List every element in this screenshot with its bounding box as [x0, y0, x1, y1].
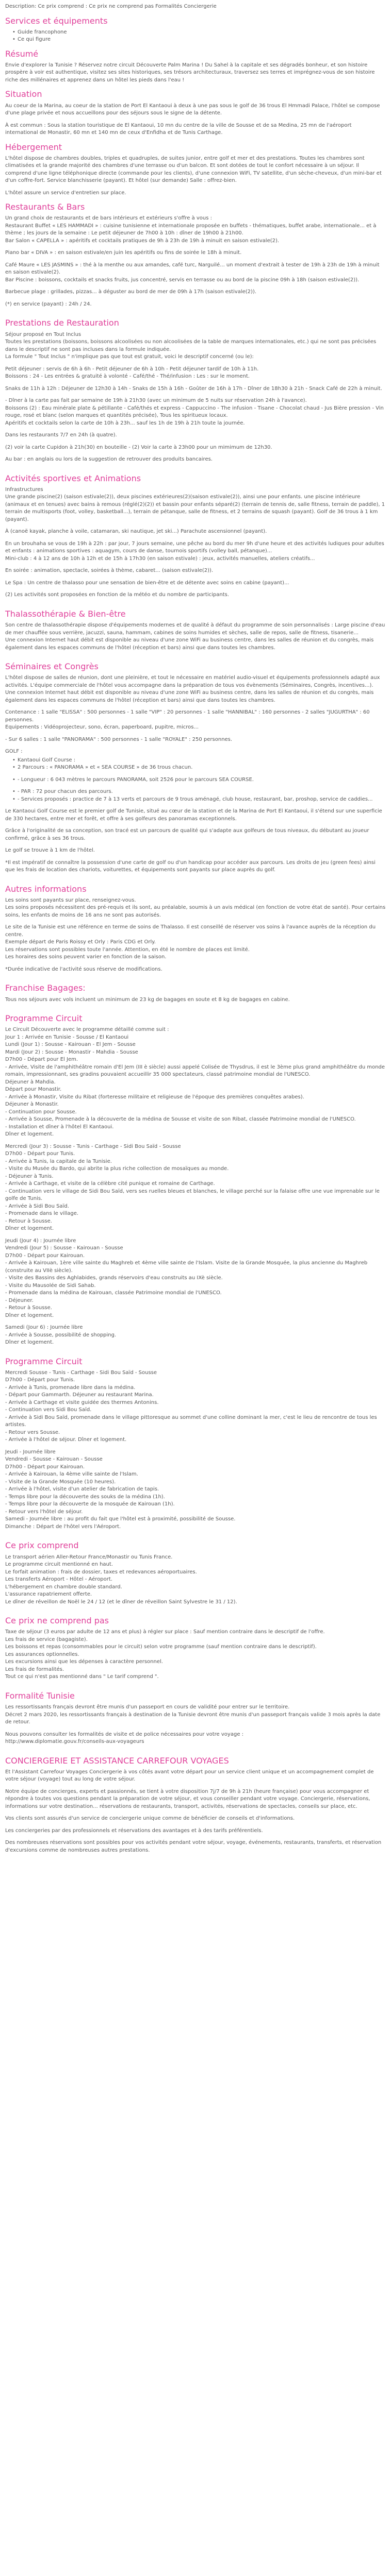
text-line: Mardi (Jour 2) : Sousse - Monastir - Mahdia - Sousse	[5, 1049, 138, 1055]
list-item: • Guide francophone	[12, 29, 386, 37]
text-line: - Arrivée à Sousse, possibilité de shopping.	[5, 1332, 117, 1338]
text-line: Mini-club : 4 à 12 ans de 10h à 12h et de 15h à 17h30 (en saison estivale) : jeux, activités manuelles, ateliers créatifs...	[5, 555, 315, 562]
block-end-gap	[5, 308, 386, 313]
header-line: Description: Ce prix comprend : Ce prix ne comprend pas Formalités Conciergerie	[5, 4, 217, 9]
text-line: Samedi - Journée libre : au profit du fait que l'hôtel est à proximité, possibilité de Sousse.	[5, 1516, 236, 1522]
list-item: • 2 Parcours : « PANORAMA » et « SEA COURSE » de 36 trous chacun.	[12, 764, 386, 772]
text-line: - Visite du Musée du Bardo, qui abrite la plus riche collection de mosaïques au monde.	[5, 1166, 229, 1172]
text-line: Vendredi - Sousse - Kairouan - Sousse	[5, 1456, 103, 1463]
text-line: Boissons (2) : Eau minérale plate & pétillante - Café/thés et express - Cappuccino - The infusion - Tisane - Chocolat chaud - Jus Bière pression - Vin rouge, rosé et blanc (selon marques et quantités précisée), Tous les spiritueux locaux.	[5, 405, 384, 419]
paragraph-gap	[5, 1726, 386, 1731]
programme1-block	[5, 1026, 386, 1351]
text-line: Le dîner de réveillon de Noël le 24 / 12 (et le dîner de réveillon Saint Sylvestre le 31 / 12).	[5, 1599, 237, 1605]
text-line: Snaks de 11h à 12h : Déjeuner de 12h30 à 14h - Snaks de 15h à 16h - Goûter de 16h à 17h - Dîner de 18h30 à 21h - Snack Café de 22h à minuit.	[5, 385, 382, 392]
paragraph-gap	[5, 439, 386, 444]
text-line: http://www.diplomatie.gouv.fr/conseils-aux-voyageurs	[5, 1739, 144, 1744]
prestations-title: Prestations de Restauration	[5, 318, 119, 328]
block-end-gap	[5, 464, 386, 468]
text-line: Les frais de service (bagagiste).	[5, 1636, 88, 1642]
paragraph-gap	[5, 1810, 386, 1815]
text-line: Des nombreuses réservations sont possibles pour vos activités pendant votre séjour, voyage, événements, restaurants, transferts, et réservation d'excursions comme de nombreuses autres prestations.	[5, 1840, 382, 1853]
list-item: • Ce qui figure	[12, 36, 386, 44]
text-line: La formule " Tout Inclus " n'implique pas que tout est gratuit, voici le descriptif concerné (ou le):	[5, 354, 254, 360]
paragraph-gap	[5, 1784, 386, 1788]
paragraph-gap	[5, 296, 386, 301]
text-line: Dîner et logement.	[5, 1340, 54, 1346]
text-line: - Retour vers Sousse.	[5, 1429, 60, 1435]
text-line: Déjeuner à Monastir.	[5, 1101, 59, 1108]
text-line: *Il est impératif de connaître la possession d'une carte de golf ou d'un handicap pour accéder aux parcours. Les droits de jeu (green fees) ainsi que les frais de location des chariots, voiturettes, et équipements sont payants sur place auprès du golf.	[5, 859, 376, 873]
text-line: Contenance : 1 salle "ELISSA" : 500 personnes - 1 salle "VIP" : 20 personnes - 1 salle "HANNIBAL" : 160 personnes - 2 salles "JUGURTHA" : 60 personnes.	[5, 709, 370, 723]
text-line: Dimanche : Départ de l'hôtel vers l'Aéroport.	[5, 1523, 121, 1530]
paragraph-gap	[5, 257, 386, 262]
formalites-title: Formalité Tunisie	[5, 1690, 75, 1701]
text-line: Départ pour Monastir.	[5, 1087, 62, 1093]
text-line: (2) voir la carte Cupidon à 21h(30) en bouteille - (2) Voir la carte à 23h00 pour un mimimum de 12h30.	[5, 444, 272, 450]
text-line: Les ressortissants français devront être munis d'un passeport en cours de validité pour entrer sur le territoire.	[5, 1704, 290, 1710]
text-line: - Retour à Sousse.	[5, 1305, 52, 1311]
text-line: Piano bar « DIVA » : en saison estivale/en juin les apéritifs ou fins de soirée le 18h à minuit.	[5, 250, 242, 256]
text-line: - Déjeuner.	[5, 1297, 34, 1303]
comprend-block	[5, 1554, 386, 1611]
services-list	[5, 29, 386, 44]
text-line: - Arrivée à Sidi Bou Saïd.	[5, 1203, 69, 1209]
prestations-block	[5, 331, 386, 468]
golf-extra-block	[5, 859, 386, 879]
text-line: Une connexion Internet haut débit est disponible au niveau d'une zone WiFi au business centre, dans les salles de réunion et du congrès, mais également dans les espaces communs de l'hôtel (réception et bars) ainsi que dans toutes les chambres.	[5, 690, 374, 703]
paragraph-gap	[5, 1823, 386, 1827]
text-line: Jeudi (Jour 4) : Journée libre	[5, 1238, 76, 1244]
text-line: Samedi (Jour 6) : Journée libre	[5, 1325, 83, 1331]
text-line: (2) Les activités sont proposées en fonction de la météo et du nombre de participants.	[5, 592, 230, 598]
text-line: L'assurance rapatriement offerte.	[5, 1591, 92, 1598]
text-line: - Déjeuner à Tunis.	[5, 1173, 54, 1179]
text-line: D7h00 - Départ pour Tunis.	[5, 1151, 75, 1157]
franchise-block	[5, 996, 386, 1009]
block-end-gap	[5, 1681, 386, 1686]
resume-paragraph: Envie d'explorer la Tunisie ? Réservez notre circuit Découverte Palm Marina ! Du Sahel à la capitale et ses dégradés bonheur, et son histoire prospère à voir est authentique, visitez ses sites historiques, ses trésors architecturaux, traversez ses terres et imprégnez-vous de son histoire riche des millénaires et apprenez dans un hôtel les pieds dans l'eau !	[5, 62, 375, 83]
text-line: - Dîner à la carte pas fait par semaine de 19h à 21h30 (avec un minimum de 5 nuits sur réservation 24h à l'avance).	[5, 398, 307, 404]
text-line: L'hôtel dispose de salles de réunion, dont une pleinière, et tout le nécessaire en matériel audio-visuel et équipements professionnels adapté aux activités. L'équipe commerciale de l'hôtel vous accompagne dans la préparation de tous vos évènements (Séminaires, Congrès, incentives...).	[5, 675, 380, 688]
block-end-gap	[5, 1854, 386, 1859]
text-line: Taxe de séjour (3 euros par adulte de 12 ans et plus) à régler sur place : Sauf mention contraire dans le descriptif de l'offre.	[5, 1629, 325, 1635]
text-line: Dîner et logement.	[5, 1226, 54, 1232]
paragraph-gap	[5, 1233, 386, 1238]
text-line: - Arrivée à Tunis, promenade libre dans la médina.	[5, 1384, 136, 1391]
text-line: Notre équipe de concierges, experts et passionnés, se tient à votre disposition 7j/7 de 9h à 21h (heure française) pour vous accompagner et répondre à toutes vos questions pendant la préparation de votre séjour, et vous conseiller pendant votre voyage. Conciergerie, réservations, informations sur votre destination... réservations de restaurants, transport, activités, réservations de spectacles, conseils sur place, etc.	[5, 1788, 370, 1809]
text-line: Toutes les prestations (boissons, boissons alcoolisées ou non alcoolisées de la table de marques internationales, etc.) qui ne sont pas précisées dans le descriptif ne sont pas incluses dans la formule indiquée.	[5, 339, 377, 352]
text-line: Les conciergeries par des professionnels et réservations des avantages et à des tarifs préférentiels.	[5, 1827, 263, 1834]
text-line: - Installation et dîner à l'hôtel El Kantaoui.	[5, 1124, 114, 1130]
text-line: Les horaires des soins peuvent varier en fonction de la saison.	[5, 954, 167, 960]
text-line: Une grande piscine(2) (saison estivale(2)), deux piscines extérieures(2)(saison estivale(2)), ainsi une pour enfants. une piscine intérieure (animaux et en tenues) avec bains à remous (réglé(2)(2)) et bassin pour enfants séparé(2) (terrain de tennis de, salle fitness, terrain de paddle), 1 terrain de multisports (foot, volley, basketball...), terrain de pétanque, salle de fitness, et 2 terrains de squash (payant). Golf de 36 trous à 1 km (payant).	[5, 494, 385, 522]
text-line: Le programme circuit mentionné en haut.	[5, 1562, 113, 1568]
block-end-gap	[5, 973, 386, 978]
block-end-gap	[5, 1746, 386, 1751]
block-end-gap	[5, 743, 386, 748]
text-line: D7h00 - Départ pour Kairouan.	[5, 1464, 85, 1470]
text-line: Dîner et logement.	[5, 1312, 54, 1318]
text-line: - Arrivée à Carthage, et visite de la célèbre cité punique et romaine de Carthage.	[5, 1181, 215, 1187]
text-line: - Départ pour Gammarth. Déjeuner au restaurant Marina.	[5, 1392, 154, 1398]
hebergement-paragraph: L'hôtel dispose de chambres doubles, triples et quadruples, de suites junior, entre golf et mer et des prestations. Toutes les chambres sont climatisées et la grande majorité des chambres d'une terrasse ou d'un balcon. Et sont dotées de tout le confort nécessaire à un séjour. Il comprend d'une ligne téléphonique directe (commande pour les clients), d'une connexion WiFi, TV satellite, d'un sèche-cheveux, d'un mini-bar et d'un coffre-fort. Service blanchisserie (payant). Et hôtel (sur demande) Salle : offrez-bien.	[5, 155, 382, 184]
text-line: - Arrivée à l'hôtel, visite d'un atelier de fabrication de tapis.	[5, 1486, 159, 1493]
paragraph-gap	[5, 536, 386, 540]
text-line: Le site de la Tunisie est une référence en terme de soins de Thalasso. Il est conseillé de réserver vos soins à l'avance auprès de la réception du centre.	[5, 924, 376, 938]
text-line: Et l'Assistant Carrefour Voyages Conciergerie à vos côtés avant votre départ pour un service client unique et un accompagnement complet de votre séjour (voyage) tout au long de votre séjour.	[5, 1769, 374, 1783]
activites-title: Activités sportives et Animations	[5, 473, 141, 483]
text-line: Mercredi Sousse - Tunis - Carthage - Sidi Bou Saïd - Sousse	[5, 1369, 157, 1376]
block-end-gap	[5, 599, 386, 604]
text-line: - Promenade dans la médina de Kairouan, classée Patrimoine mondial de l'UNESCO.	[5, 1290, 222, 1296]
text-line: Vendredi (Jour 5) : Sousse - Kairouan - Sousse	[5, 1245, 123, 1251]
text-line: Le Circuit Découverte avec le programme détaillé comme suit :	[5, 1027, 169, 1033]
text-line: - Arrivée à Monastir, Visite du Ribat (forteresse militaire et religieuse de l'époque des premières conquêtes arabes).	[5, 1094, 304, 1100]
paragraph-gap	[5, 1319, 386, 1324]
list-item: • - Services proposés : practice de 7 à 13 verts et parcours de 9 trous aménagé, club house, restaurant, bar, proshop, service de caddies...	[12, 796, 386, 804]
text-line: Au bar : en anglais ou lors de la suggestion de retrouver des produits bancaires.	[5, 456, 213, 463]
list-item: • - Longueur : 6 043 mètres le parcours PANORAMA, soit 2526 pour le parcours SEA COURSE.	[12, 776, 386, 784]
formalites-block	[5, 1704, 386, 1751]
conciergerie-block	[5, 1769, 386, 1859]
situation-title: Situation	[5, 89, 42, 99]
paragraph-gap	[12, 784, 386, 788]
text-line: Lundi (Jour 1) : Sousse - Kairouan - El Jem - Sousse	[5, 1042, 136, 1048]
hebergement-paragraph: L'hôtel assure un service d'entretien sur place.	[5, 190, 126, 196]
text-line: - Temps libre pour la découverte de la mosquée de Kairouan (1h).	[5, 1501, 175, 1507]
text-line: - Promenade dans le village.	[5, 1211, 79, 1217]
seminaires-title: Séminaires et Congrès	[5, 662, 99, 671]
text-line: - Visite des Bassins des Aghlabides, grands réservoirs d'eau construits au IXè siècle.	[5, 1275, 223, 1281]
text-line: - Arrivée à l'hôtel de séjour. Dîner et logement.	[5, 1437, 127, 1443]
block-end-gap	[5, 1347, 386, 1351]
ne-comprend-block	[5, 1629, 386, 1686]
text-line: L'hébergement en chambre double standard.	[5, 1584, 122, 1590]
activites-block	[5, 486, 386, 604]
text-line: - Arrivée, Visite de l'amphithéâtre romain d'El Jem (III è siècle) aussi appelé Colisée de Thysdrus, il est le 3ème plus grand amphithéâtre du monde romain, impressionnant, ses gradins pouvaient accueillir 35 000 spectateurs, classé patrimoine mondial de l'UNESCO.	[5, 1064, 385, 1078]
text-line: Barbecue plage : grillades, pizzas... à déguster au bord de mer de 09h à 17h (saison estivale(2)).	[5, 289, 257, 295]
text-line: En un brouhaha se vous de 19h à 22h : par jour, 7 jours semaine, une pêche au bord du mer 9h d'une heure et des activités ludiques pour adultes et enfants : animations sportives : aquagym, cours de danse, tournois sportifs (volley ball, pétanque)...	[5, 540, 384, 554]
text-line: Les soins proposés nécessitent des pré-requis et ils sont, au préalable, soumis à un avis médical (en fonction de votre état de santé). Pour certains soins, les enfants de moins de 16 ans ne sont pas autorisés.	[5, 905, 386, 918]
list-item: • Kantaoui Golf Course :	[12, 757, 386, 765]
text-line: En soirée : animation, spectacle, soirées à thème, cabaret... (saison estivale(2)).	[5, 568, 214, 574]
block-end-gap	[5, 1606, 386, 1611]
text-line: - Retour à Sousse.	[5, 1218, 52, 1224]
thalasso-block	[5, 622, 386, 656]
thalasso-title: Thalassothérapie & Bien-être	[5, 608, 126, 619]
text-line: Les assurances optionnelles.	[5, 1651, 79, 1657]
paragraph-gap	[5, 961, 386, 966]
services-title: Services et équipements	[5, 15, 108, 26]
paragraph-gap	[5, 919, 386, 924]
paragraph-gap	[5, 563, 386, 567]
restaurants-title: Restaurants & Bars	[5, 202, 85, 212]
paragraph-gap	[5, 427, 386, 432]
text-line: Les transferts Aéroport - Hôtel - Aéroport.	[5, 1577, 112, 1583]
paragraph-gap	[5, 575, 386, 580]
text-line: Exemple départ de Paris Roissy et Orly : Paris CDG et Orly.	[5, 939, 156, 945]
text-line: Dans les restaurants 7/7 en 24h (à quatre).	[5, 432, 117, 438]
autres-title: Autres informations	[5, 884, 87, 894]
paragraph-gap	[5, 587, 386, 591]
text-line: Jour 1 : Arrivée en Tunisie - Sousse / El Kantaoui	[5, 1034, 129, 1040]
text-line: Dîner et logement.	[5, 1131, 54, 1138]
golf-title: GOLF :	[5, 749, 23, 755]
list-item: • - PAR : 72 pour chacun des parcours.	[12, 788, 386, 796]
text-line: Apéritifs et cocktails selon la carte de 10h à 23h... sauf les 1h de 19h à 21h toute la journée.	[5, 420, 245, 426]
autres-block	[5, 897, 386, 978]
paragraph-gap	[5, 842, 386, 847]
block-end-gap	[5, 1531, 386, 1535]
block-end-gap	[5, 855, 386, 859]
text-line: Décret 2 mars 2020, les ressortissants français à destination de la Tunisie devront être munis d'un passeport français valide 3 mois après la date de retour.	[5, 1711, 381, 1725]
paragraph-gap	[5, 284, 386, 289]
text-line: Son centre de thalassothérapie dispose d'équipements modernes et de qualité à défaut du programme de soin personnalisés : Large piscine d'eau de mer chauffée sous verrière, jacuzzi, sauna, hammam, cabines de soins humides et sèches, salle de repos, salle de fitness, tisanerie...	[5, 622, 385, 636]
text-line: - Arrivée à Sidi Bou Saïd, promenade dans le village pittoresque au sommet d'une colline dominant la mer, c'est le lieu de rencontre de tous les artistes.	[5, 1414, 377, 1428]
text-line: Les réservations sont possibles toute l'année. Attention, en été le nombre de places est limité.	[5, 946, 250, 953]
text-line: Tout ce qui n'est pas mentionné dans " Le tarif comprend ".	[5, 1674, 159, 1680]
situation-paragraph: À est commun : Sous la station touristique de El Kantaoui, 10 mn du centre de la ville de Sousse et de sa Medina, 25 mn de l'aéroport international de Monastir, 60 mn et 140 mn de ceux d'Enfidha et de Tunis Carthage.	[5, 122, 352, 136]
paragraph-gap	[5, 704, 386, 709]
text-line: - Arrivée à Carthage et visite guidée des thermes Antonins.	[5, 1399, 159, 1405]
paragraph-gap	[5, 1139, 386, 1143]
paragraph-gap	[5, 823, 386, 827]
paragraph-gap	[5, 393, 386, 397]
text-line: Nous pouvons consulter les formalités de visite et de police nécessaires pour votre voyage :	[5, 1731, 244, 1737]
hebergement-title: Hébergement	[5, 142, 62, 152]
text-line: Café Maure « LES JASMINS » : thé à la menthe ou aux amandes, café turc, Narguilé... un moment d'extrait à tester de 19h à 23h de 19h à minuit en saison estivale(2).	[5, 262, 380, 276]
text-line: Les boissons et repas (consommables pour le circuit) selon votre programme (sauf mention contraire dans le descriptif).	[5, 1644, 317, 1650]
text-line: Une connexion Internet haut débit est disponible au niveau d'une zone WiFi au business centre, dans les salles de réunion et du congrès, mais également dans les espaces communs de l'hôtel (réception et bars) ainsi que dans toutes les chambres.	[5, 637, 374, 651]
text-line: Un grand choix de restaurants et de bars intérieurs et extérieurs s'offre à vous :	[5, 215, 213, 222]
text-line: Bar Piscine : boissons, cocktails et snacks fruits, jus concentré, servis en terrasse ou au bord de la piscine 09h à 18h (saison estivale(2)).	[5, 277, 360, 283]
block-end-gap	[5, 652, 386, 656]
text-line: Le transport aérien Aller-Retour France/Monastir ou Tunis France.	[5, 1554, 173, 1560]
paragraph-gap	[5, 381, 386, 385]
text-line: D7h00 - Départ pour El Jem.	[5, 1057, 78, 1063]
restaurants-block	[5, 215, 386, 313]
paragraph-gap	[5, 523, 386, 528]
text-line: - Visite de la Grande Mosquée (10 heures).	[5, 1479, 116, 1485]
text-line: Petit déjeuner : servis de 6h à 6h - Petit déjeuner de 6h à 10h - Petit déjeuner tardif de 10h à 11h.	[5, 366, 259, 372]
programme2-title: Programme Circuit	[5, 1356, 83, 1366]
text-line: Equipements : Vidéoprojecteur, sono, écran, paperboard, pupitre, micros...	[5, 724, 199, 731]
text-line: *Durée indicative de l'activité sous réserve de modifications.	[5, 966, 162, 972]
golf-list	[5, 757, 386, 804]
text-line: - Retour vers l'hôtel de séjour.	[5, 1509, 83, 1515]
text-line: D7h00 - Départ pour Kairouan.	[5, 1252, 85, 1259]
block-end-gap	[5, 874, 386, 879]
text-line: Bar Salon « CAPELLA » : apéritifs et cocktails pratiques de 9h à 23h de 19h à minuit en saison estivale(2).	[5, 238, 280, 244]
text-line: - Arrivée à Sousse, Promenade à la découverte de la médina de Sousse et visite de son Ribat, classée Patrimoine mondial de l'UNESCO.	[5, 1116, 356, 1123]
text-line: Les frais de formalités.	[5, 1666, 64, 1672]
block-end-gap	[5, 1004, 386, 1008]
paragraph-gap	[5, 245, 386, 249]
text-line: Jeudi - Journée libre	[5, 1449, 56, 1455]
text-line: Mercredi (Jour 3) : Sousse - Tunis - Carthage - Sidi Bou Saïd - Sousse	[5, 1143, 181, 1149]
paragraph-gap	[5, 451, 386, 456]
resume-title: Résumé	[5, 48, 39, 59]
text-line: Déjeuner à Mahdia.	[5, 1079, 56, 1085]
text-line: Les soins sont payants sur place, renseignez-vous.	[5, 897, 136, 903]
programme1-title: Programme Circuit	[5, 1013, 83, 1024]
text-line: Grâce à l'originalité de sa conception, son tracé est un parcours de qualité qui s'adapte aux golfeurs de tous niveaux, du débutant au joueur confirmé, grâce à ses 36 trous.	[5, 828, 369, 841]
text-line: Les excursions ainsi que les dépenses à caractère personnel.	[5, 1659, 163, 1665]
text-line: - Continuation pour Sousse.	[5, 1109, 77, 1115]
text-line: Infrastructures	[5, 486, 43, 493]
text-line: - Visite du Mausolée de Sidi Sahab.	[5, 1282, 96, 1289]
franchise-title: Franchise Bagages:	[5, 983, 86, 993]
ne-comprend-title: Ce prix ne comprend pas	[5, 1616, 109, 1626]
text-line: - Temps libre pour la découverte des souks de la médina (1h).	[5, 1494, 165, 1500]
text-line: - Sur 6 salles : 1 salle "PANORAMA" : 500 personnes - 1 salle "ROYALE" : 250 personnes.	[5, 736, 233, 742]
comprend-title: Ce prix comprend	[5, 1540, 79, 1551]
paragraph-gap	[5, 361, 386, 366]
text-line: - Continuation vers le village de Sidi Bou Saïd, vers ses ruelles bleues et blanches, le village perché sur la falaise offre une vue imprenable sur le golfe de Tunis.	[5, 1188, 380, 1202]
text-line: Le Spa : Un centre de thalasso pour une sensation de bien-être et de détente avec soins en cabine (payant)...	[5, 580, 289, 586]
paragraph-gap	[5, 1835, 386, 1839]
text-line: Restaurant Buffet « LES HAMMADI » : cuisine tunisienne et internationale proposée en buffets - thématiques, buffet arabe, internationale... et à thème ; les jours de la semaine : Le petit déjeuner de 7h00 à 10h : dîner de 19h00 à 21h00.	[5, 223, 377, 236]
text-line: - Arrivée à Tunis, la capitale de la Tunisie.	[5, 1158, 112, 1164]
programme2-block	[5, 1369, 386, 1536]
text-line: Le forfait animation : frais de dossier, taxes et redevances aéroportuaires.	[5, 1569, 197, 1575]
paragraph-gap	[12, 772, 386, 776]
text-line: Séjour proposé en Tout Inclus	[5, 331, 82, 337]
text-line: Le Kantaoui Golf Course est le premier golf de Tunisie, situé au cœur de la station et de la Marina de Port El Kantaoui, il s'étend sur une superficie de 330 hectares, entre mer et forêt, et offre à ses golfeurs des panoramas exceptionnels.	[5, 808, 382, 822]
conciergerie-title: CONCIERGERIE ET ASSISTANCE CARREFOUR VOYAGES	[5, 1755, 229, 1766]
text-line: - Arrivée à Kairouan, 1ère ville sainte du Maghreb et 4ème ville sainte de l'Islam. Visite de la Grande Mosquée, la plus ancienne du Maghreb (construite au VIIè siècle).	[5, 1260, 368, 1274]
text-line: D7h00 - Départ pour Tunis.	[5, 1377, 75, 1383]
paragraph-gap	[5, 732, 386, 736]
text-line: - Arrivée à Kairouan, la 4ème ville sainte de l'Islam.	[5, 1471, 138, 1478]
text-line: Tous nos séjours avec vols incluent un minimum de 23 kg de bagages en soute et 8 kg de bagages en cabine.	[5, 996, 290, 1003]
text-line: (*) en service (payant) : 24h / 24.	[5, 301, 92, 307]
text-line: Boissons : 24 - Les entrées & gratuité à volonté - Café/thé - Thé/infusion : Les : sur le moment.	[5, 374, 250, 380]
seminaires-block	[5, 674, 386, 748]
text-line: À (canoë kayak, planche à voile, catamaran, ski nautique, jet ski...) Parachute ascensionnel (payant).	[5, 529, 267, 535]
text-line: - Continuation vers Sidi Bou Saïd.	[5, 1407, 92, 1413]
text-line: Le golf se trouve à 1 km de l'hôtel.	[5, 848, 95, 854]
situation-paragraph: Au coeur de la Marina, au coeur de la station de Port El Kantaoui à deux à une pas sous le golf de 36 trous El Hmmadi Palace, l'hôtel se compose d'une plage privée et nous accueillons pour des séjours sous le signe de la détente.	[5, 103, 380, 116]
golf-note-block	[5, 808, 386, 859]
text-line: Vos clients sont assurés d'un service de conciergerie unique comme de bénéficier de conseils et d'informations.	[5, 1816, 295, 1822]
paragraph-gap	[5, 1444, 386, 1449]
